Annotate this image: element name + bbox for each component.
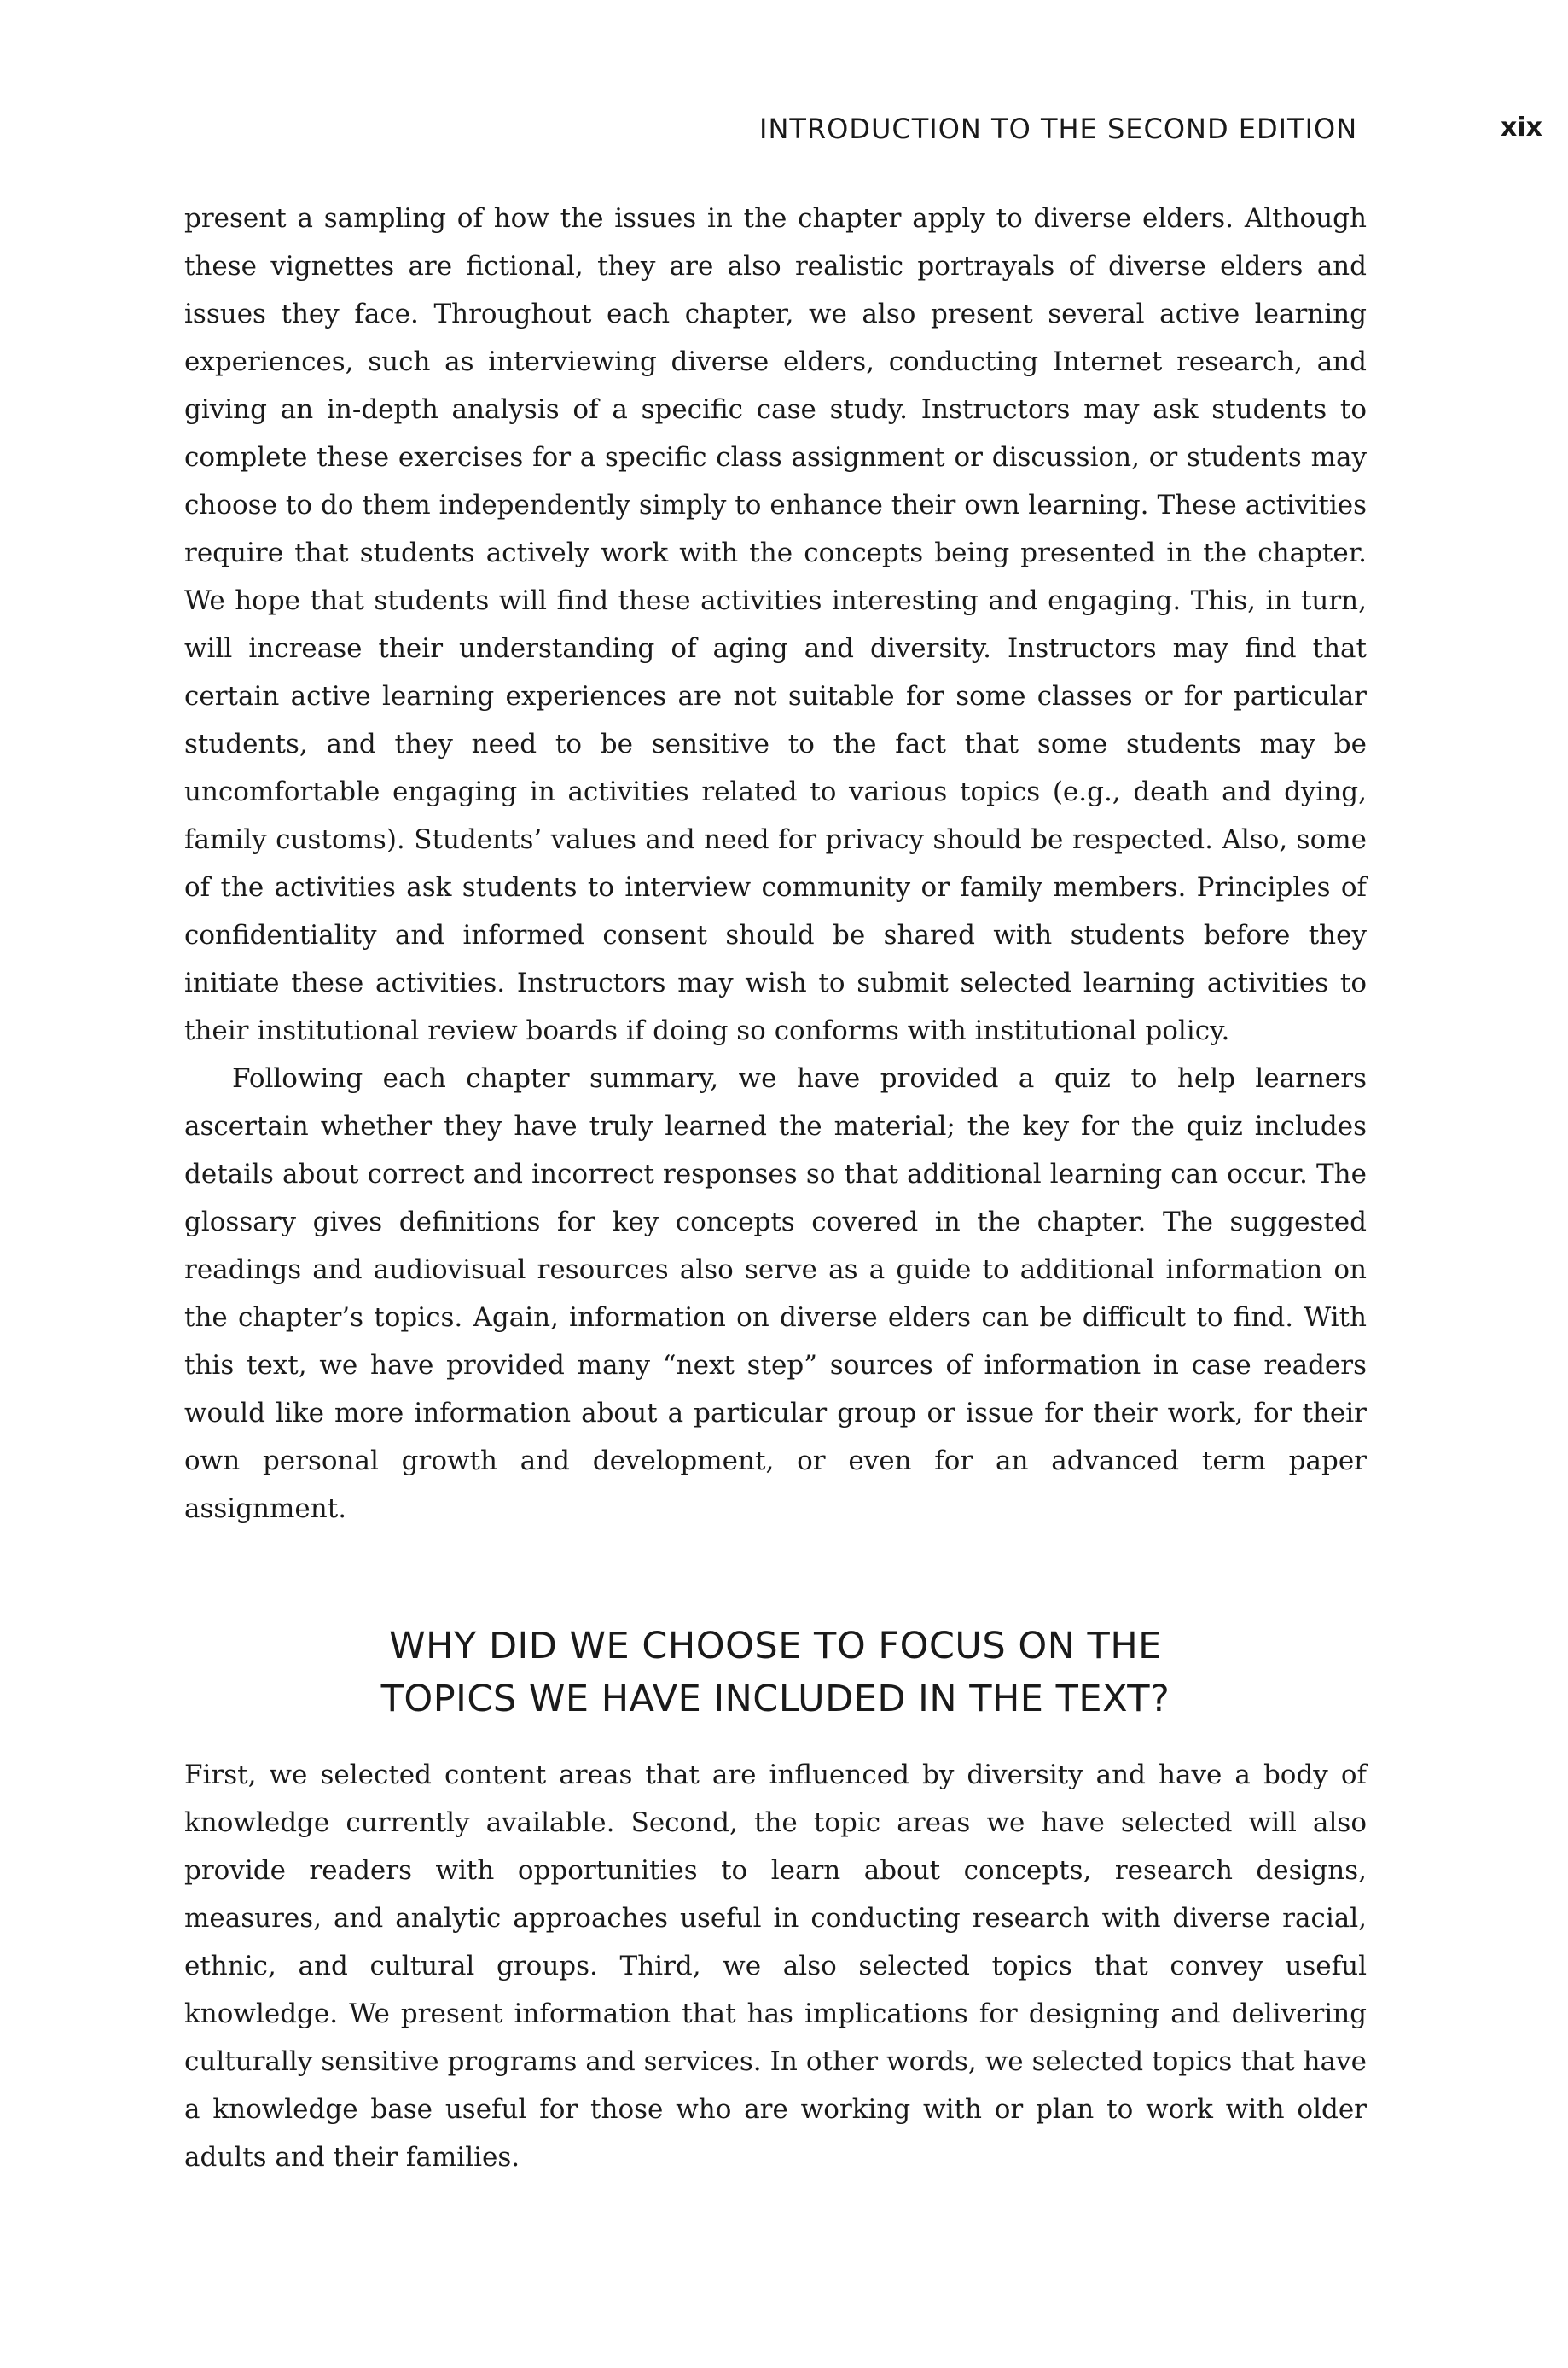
- running-head: INTRODUCTION TO THE SECOND EDITION: [759, 113, 1358, 145]
- section-heading: [184, 1620, 1367, 1725]
- paragraph-topic-selection: First, we selected content areas that are influenced by diversity and have a body of knowledge currently available. Second, the topic areas we have selected will also provide readers with opportunities to learn about concepts, research designs, measures, and analytic approaches useful in conducting research with diverse racial, ethnic, and cultural groups. Third, we also selected topics that convey useful knowledge. We present information that has implications for designing and delivering culturally sensitive programs and services. In other words, we selected topics that have a knowledge base useful for those who are working with or plan to work with older adults and their families.: [184, 1760, 1367, 2173]
- section-heading-line-2: TOPICS WE HAVE INCLUDED IN THE TEXT?: [380, 1678, 1170, 1720]
- page-number: xix: [1501, 113, 1542, 143]
- body-text: [184, 195, 1367, 1533]
- paragraph-quiz-glossary: Following each chapter summary, we have provided a quiz to help learners ascertain whether they have truly learned the material; the key for the quiz includes details about correct and incorrect responses so that additional learning can occur. The glossary gives definitions for key concepts covered in the chapter. The suggested readings and audiovisual resources also serve as a guide to additional information on the chapter’s topics. Again, information on diverse elders can be difficult to find. With this text, we have provided many “next step” sources of information in case readers would like more information about a particular group or issue for their work, for their own personal growth and development, or even for an advanced term paper assignment.: [184, 1063, 1367, 1524]
- section-body-text: [184, 1751, 1367, 2181]
- section-heading-line-1: WHY DID WE CHOOSE TO FOCUS ON THE: [389, 1625, 1162, 1667]
- paragraph-continued: present a sampling of how the issues in the chapter apply to diverse elders. Although these vignettes are fictional, they are also realistic portrayals of diverse elders and issues they face. Throughout each chapter, we also present several active learning experiences, such as interviewing diverse elders, conducting Internet research, and giving an in-depth analysis of a specific case study. Instructors may ask students to complete these exercises for a specific class assignment or discussion, or students may choose to do them independently simply to enhance their own learning. These activities require that students actively work with the concepts being presented in the chapter. We hope that students will find these activities interesting and engaging. This, in turn, will increase their understanding of aging and diversity. Instructors may find that certain active learning experiences are not suitable for some classes or for particular students, and they need to be sensitive to the fact that some students may be uncomfortable engaging in activities related to various topics (e.g., death and dying, family customs). Students’ values and need for privacy should be respected. Also, some of the activities ask students to interview community or family members. Principles of confidentiality and informed consent should be shared with students before they initiate these activities. Instructors may wish to submit selected learning activities to their institutional review boards if doing so conforms with institutional policy.: [184, 203, 1367, 1046]
